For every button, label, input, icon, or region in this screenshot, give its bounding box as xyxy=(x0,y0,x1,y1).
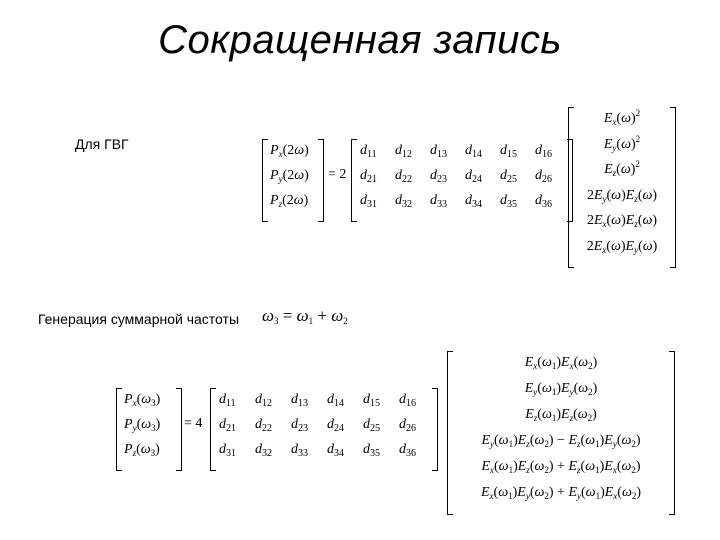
sfg-d-element: $d_{12}$ xyxy=(255,392,272,409)
shg-d-element: $d_{25}$ xyxy=(500,168,517,185)
sfg-d-element: $d_{16}$ xyxy=(399,392,416,409)
frequency-relation: ω3 = ω1 + ω2 xyxy=(262,306,348,326)
sfg-dmatrix-left-bracket xyxy=(210,388,216,471)
shg-rhs-entry: $2E_y(\omega)E_z(\omega)$ xyxy=(586,187,658,204)
sfg-d-element: $d_{33}$ xyxy=(291,442,308,459)
sfg-d-element: $d_{35}$ xyxy=(363,442,380,459)
shg-rhs-entry: $E_y(\omega)^2$ xyxy=(603,133,641,153)
shg-rhs-entry: $E_x(\omega)^2$ xyxy=(603,108,641,127)
shg-d-element: $d_{24}$ xyxy=(465,168,482,185)
shg-coefficient: = 2 xyxy=(328,167,347,182)
shg-d-element: $d_{26}$ xyxy=(535,168,552,185)
sfg-d-element: $d_{26}$ xyxy=(399,417,416,434)
sfg-d-element: $d_{25}$ xyxy=(363,417,380,434)
sfg-rhs-entry: $E_y(\omega_1)E_y(\omega_2)$ xyxy=(524,381,598,397)
sfg-lhs-entry: $P_x(\omega_3)$ xyxy=(124,392,161,408)
sfg-d-element: $d_{15}$ xyxy=(363,392,380,409)
sfg-d-element: $d_{31}$ xyxy=(219,442,236,459)
shg-lhs-left-bracket xyxy=(262,139,268,222)
sfg-coefficient: = 4 xyxy=(184,416,203,431)
shg-d-element: $d_{23}$ xyxy=(430,168,447,185)
shg-label: Для ГВГ xyxy=(75,136,129,152)
shg-d-element: $d_{32}$ xyxy=(395,193,412,210)
sfg-lhs-entry: $P_y(\omega_3)$ xyxy=(124,417,161,433)
sfg-rhs-entry: $E_x(\omega_1)E_y(\omega_2) + E_y(\omega_1)E_x(\omega_2)$ xyxy=(480,485,642,501)
shg-d-element: $d_{13}$ xyxy=(430,143,447,160)
shg-rhs-entry: $2E_x(\omega)E_z(\omega)$ xyxy=(586,213,658,229)
sfg-d-element: $d_{34}$ xyxy=(327,442,344,459)
shg-lhs-entry: $P_y(2\omega)$ xyxy=(270,168,309,184)
shg-d-element: $d_{33}$ xyxy=(430,193,447,210)
sfg-d-element: $d_{23}$ xyxy=(291,417,308,434)
sfg-d-element: $d_{14}$ xyxy=(327,392,344,409)
shg-d-element: $d_{36}$ xyxy=(535,193,552,210)
shg-d-element: $d_{22}$ xyxy=(395,168,412,185)
sfg-d-element: $d_{32}$ xyxy=(255,442,272,459)
shg-rhs-left-bracket xyxy=(568,107,574,268)
shg-d-element: $d_{16}$ xyxy=(535,143,552,160)
sfg-d-element: $d_{36}$ xyxy=(399,442,416,459)
sfg-lhs-left-bracket xyxy=(116,388,122,471)
shg-d-element: $d_{14}$ xyxy=(465,143,482,160)
shg-d-element: $d_{31}$ xyxy=(360,193,377,210)
sfg-d-element: $d_{13}$ xyxy=(291,392,308,409)
sfg-lhs-right-bracket xyxy=(176,388,182,471)
sfg-lhs-entry: $P_z(\omega_3)$ xyxy=(124,442,160,458)
shg-d-element: $d_{21}$ xyxy=(360,168,377,185)
sfg-dmatrix-right-bracket xyxy=(432,388,438,471)
shg-lhs-entry: $P_z(2\omega)$ xyxy=(270,193,309,209)
page-title: Сокращенная запись xyxy=(158,18,562,62)
sfg-rhs-entry: $E_y(\omega_1)E_z(\omega_2) - E_z(\omega_1)E_y(\omega_2)$ xyxy=(481,433,641,449)
shg-d-element: $d_{12}$ xyxy=(395,143,412,160)
sfg-rhs-entry: $E_x(\omega_1)E_x(\omega_2)$ xyxy=(524,355,598,371)
shg-d-element: $d_{15}$ xyxy=(500,143,517,160)
shg-d-element: $d_{34}$ xyxy=(465,193,482,210)
shg-lhs-right-bracket xyxy=(318,139,324,222)
shg-lhs-entry: $P_x(2\omega)$ xyxy=(270,143,309,159)
shg-d-element: $d_{35}$ xyxy=(500,193,517,210)
sfg-d-element: $d_{22}$ xyxy=(255,417,272,434)
sfg-d-element: $d_{21}$ xyxy=(219,417,236,434)
shg-d-element: $d_{11}$ xyxy=(360,143,377,160)
shg-rhs-right-bracket xyxy=(670,107,676,268)
shg-rhs-entry: $2E_x(\omega)E_y(\omega)$ xyxy=(586,238,658,255)
shg-rhs-entry: $E_z(\omega)^2$ xyxy=(604,159,640,178)
shg-dmatrix-left-bracket xyxy=(351,139,357,222)
sfg-rhs-right-bracket xyxy=(669,351,675,515)
sfg-rhs-entry: $E_x(\omega_1)E_z(\omega_2) + E_z(\omega_1)E_x(\omega_2)$ xyxy=(481,459,641,475)
sfg-d-element: $d_{24}$ xyxy=(327,417,344,434)
sfg-label: Генерация суммарной частоты xyxy=(38,311,240,327)
sfg-d-element: $d_{11}$ xyxy=(219,392,236,409)
sfg-rhs-left-bracket xyxy=(447,351,453,515)
sfg-rhs-entry: $E_z(\omega_1)E_z(\omega_2)$ xyxy=(525,407,597,423)
